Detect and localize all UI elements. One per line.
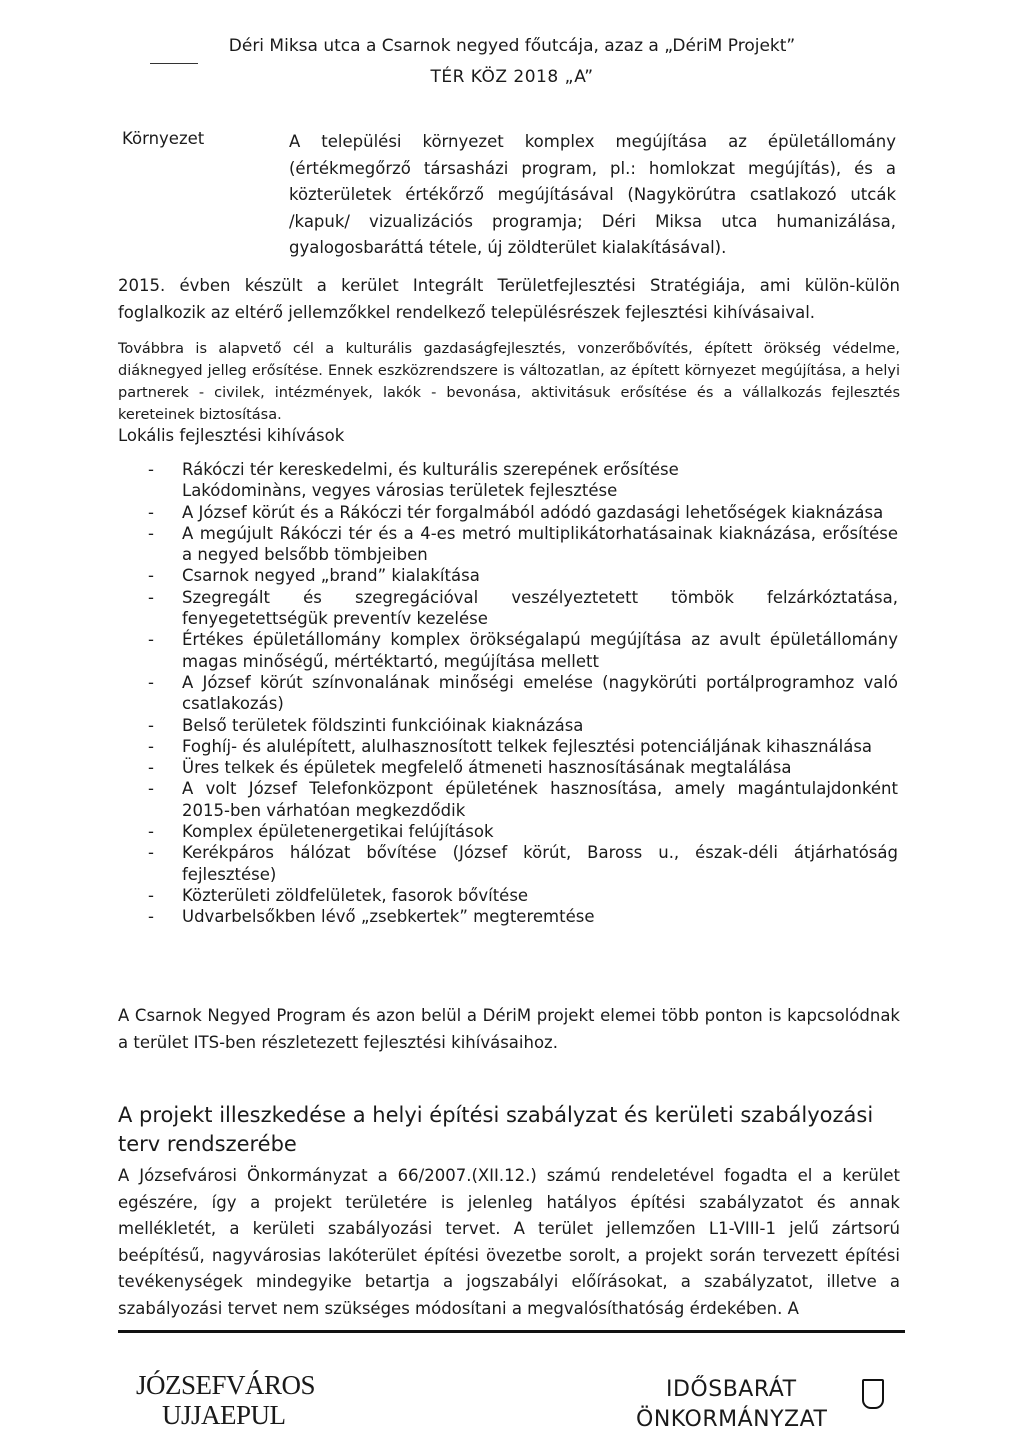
challenge-text: A volt József Telefonközpont épületének hasznosítása, amely magántulajdonként 2015-ben várhatóan megkezdődik bbox=[182, 779, 898, 820]
list-dash: - bbox=[148, 907, 154, 927]
logo-left-line1: JÓZSEFVÁROS bbox=[136, 1370, 316, 1400]
list-dash: - bbox=[148, 822, 154, 842]
jozsefvaros-logo bbox=[136, 1370, 315, 1430]
challenge-text: Szegregált és szegregációval veszélyeztetett tömbök felzárkóztatása, fenyegetettségük preventív kezelése bbox=[182, 587, 898, 629]
challenge-item bbox=[148, 715, 898, 736]
challenge-text: A József körút színvonalának minőségi emelése (nagykörúti portálprogramhoz való csatlakozás) bbox=[182, 672, 898, 714]
header-subtitle: TÉR KÖZ 2018 „A” bbox=[430, 67, 594, 87]
logo-right-line2: ÖNKORMÁNYZAT bbox=[636, 1407, 828, 1432]
list-dash: - bbox=[148, 779, 154, 799]
challenge-text: Udvarbelsőkben lévő „zsebkertek” megteremtése bbox=[182, 907, 595, 927]
list-dash: - bbox=[148, 672, 154, 692]
header-rule bbox=[150, 63, 198, 64]
closing-paragraph: A Csarnok Negyed Program és azon belül a DériM projekt elemei több ponton is kapcsolódnak a terület ITS-ben részletezett fejlesztési kihívásaihoz. bbox=[118, 1006, 900, 1052]
list-dash: - bbox=[148, 587, 154, 607]
list-dash: - bbox=[148, 715, 154, 735]
challenge-text: Értékes épületállomány komplex örökségalapú megújítása az avult épületállomány magas minőségű, mértéktartó, megújítása mellett bbox=[182, 630, 898, 671]
challenge-text: Kerékpáros hálózat bővítése (József körút, Baross u., észak-déli átjárhatóság fejlesztése) bbox=[182, 843, 898, 884]
challenge-item bbox=[148, 736, 898, 757]
challenge-text: Komplex épületenergetikai felújítások bbox=[182, 822, 494, 842]
list-dash: - bbox=[148, 630, 154, 650]
challenge-item bbox=[148, 885, 898, 906]
challenge-item bbox=[148, 629, 898, 672]
header-title: Déri Miksa utca a Csarnok negyed főutcája, azaz a „DériM Projekt” bbox=[228, 36, 796, 56]
challenge-item bbox=[148, 778, 898, 821]
list-dash: - bbox=[148, 885, 154, 905]
challenges-heading: Lokális fejlesztési kihívások bbox=[118, 426, 345, 445]
logo-left-line2: UJJAEPUL bbox=[162, 1400, 286, 1430]
challenge-item bbox=[148, 757, 898, 778]
section-body: A Józsefvárosi Önkormányzat a 66/2007.(XII.12.) számú rendeletével fogadta el a kerület egészére, így a projekt területére is jelenleg hatályos építési szabályzatot és annak mellékletét, a kerületi szabályozási tervet. A terület jellemzően L1-VIII-1 jelű zártsorú beépítésű, nagyvárosias lakóterület építési övezetbe sorolt, a projekt során tervezett építési tevékenységek mindegyike betartja a jogszabályi előírásokat, a szabályzatot, illetve a szabályozási tervet nem szükséges módosítani a megvalósíthatóság érdekében. A bbox=[118, 1166, 900, 1318]
challenge-item bbox=[148, 502, 898, 523]
idosbarat-logo bbox=[636, 1375, 827, 1435]
challenge-text: Rákóczi tér kereskedelmi, és kulturális szerepének erősítése bbox=[182, 460, 679, 479]
challenge-item bbox=[148, 523, 898, 566]
environment-text: A települési környezet komplex megújítása az épületállomány (értékmegőrző társasházi program, pl.: homlokzat megújítás), és a közterületek értékőrző megújításával (Nagykörútra csatlakozó utcák /kapuk/ vizualizációs programja; Déri Miksa utca humanizálása, gyalogosbaráttá tétele, új zöldterület kialakításával). bbox=[289, 132, 896, 257]
challenge-item bbox=[148, 842, 898, 885]
section-heading: A projekt illeszkedése a helyi építési szabályzat és kerületi szabályozási terv rendszerébe bbox=[118, 1103, 874, 1156]
challenge-text: A megújult Rákóczi tér és a 4-es metró multiplikátorhatásainak kiaknázása, erősítése a negyed belsőbb tömbjeiben bbox=[182, 523, 898, 565]
list-dash: - bbox=[148, 758, 154, 778]
challenge-text: Foghíj- és alulépített, alulhasznosított telkek fejlesztési potenciáljának kihasználása bbox=[182, 736, 873, 756]
challenge-text: Lakódominàns, vegyes városias területek fejlesztése bbox=[182, 481, 618, 501]
list-dash: - bbox=[148, 566, 154, 586]
list-dash: - bbox=[148, 736, 154, 756]
environment-label: Környezet bbox=[122, 129, 205, 148]
list-dash: - bbox=[148, 523, 154, 543]
challenge-text: Csarnok negyed „brand” kialakítása bbox=[182, 566, 480, 586]
list-dash: - bbox=[148, 502, 154, 522]
challenge-item bbox=[148, 821, 898, 842]
challenge-item bbox=[148, 459, 898, 480]
goals-paragraph: Továbbra is alapvető cél a kulturális gazdaságfejlesztés, vonzerőbővítés, épített örökség védelme, diáknegyed jelleg erősítése. Ennek eszközrendszere is változatlan, az épített környezet megújítása, a helyi partnerek - civilek, intézmények, lakók - bevonása, aktivitásuk erősítése és a vállalkozás fejlesztés kereteinek biztosítása. bbox=[118, 341, 900, 423]
challenge-item bbox=[148, 906, 898, 927]
list-dash: - bbox=[148, 460, 154, 479]
challenge-item bbox=[148, 565, 898, 586]
challenges-list bbox=[148, 459, 898, 928]
challenge-item bbox=[148, 587, 898, 630]
challenge-item bbox=[148, 672, 898, 715]
challenge-text: A József körút és a Rákóczi tér forgalmából adódó gazdasági lehetőségek kiaknázása bbox=[182, 502, 884, 522]
logo-right-line1: IDŐSBARÁT bbox=[666, 1377, 797, 1402]
its-intro-paragraph: 2015. évben készült a kerület Integrált Területfejlesztési Stratégiája, ami külön-külön foglalkozik az eltérő jellemzőkkel rendelkező településrészek fejlesztési kihívásaival. bbox=[118, 276, 900, 322]
challenge-text: Üres telkek és épületek megfelelő átmeneti hasznosításának megtalálása bbox=[182, 758, 792, 778]
challenge-text: Közterületi zöldfelületek, fasorok bővítése bbox=[182, 885, 529, 905]
challenge-text: Belső területek földszinti funkcióinak kiaknázása bbox=[182, 715, 584, 735]
footer-rule bbox=[118, 1330, 905, 1333]
challenge-item bbox=[148, 480, 898, 501]
coat-of-arms-icon bbox=[862, 1379, 884, 1409]
list-dash: - bbox=[148, 843, 154, 863]
